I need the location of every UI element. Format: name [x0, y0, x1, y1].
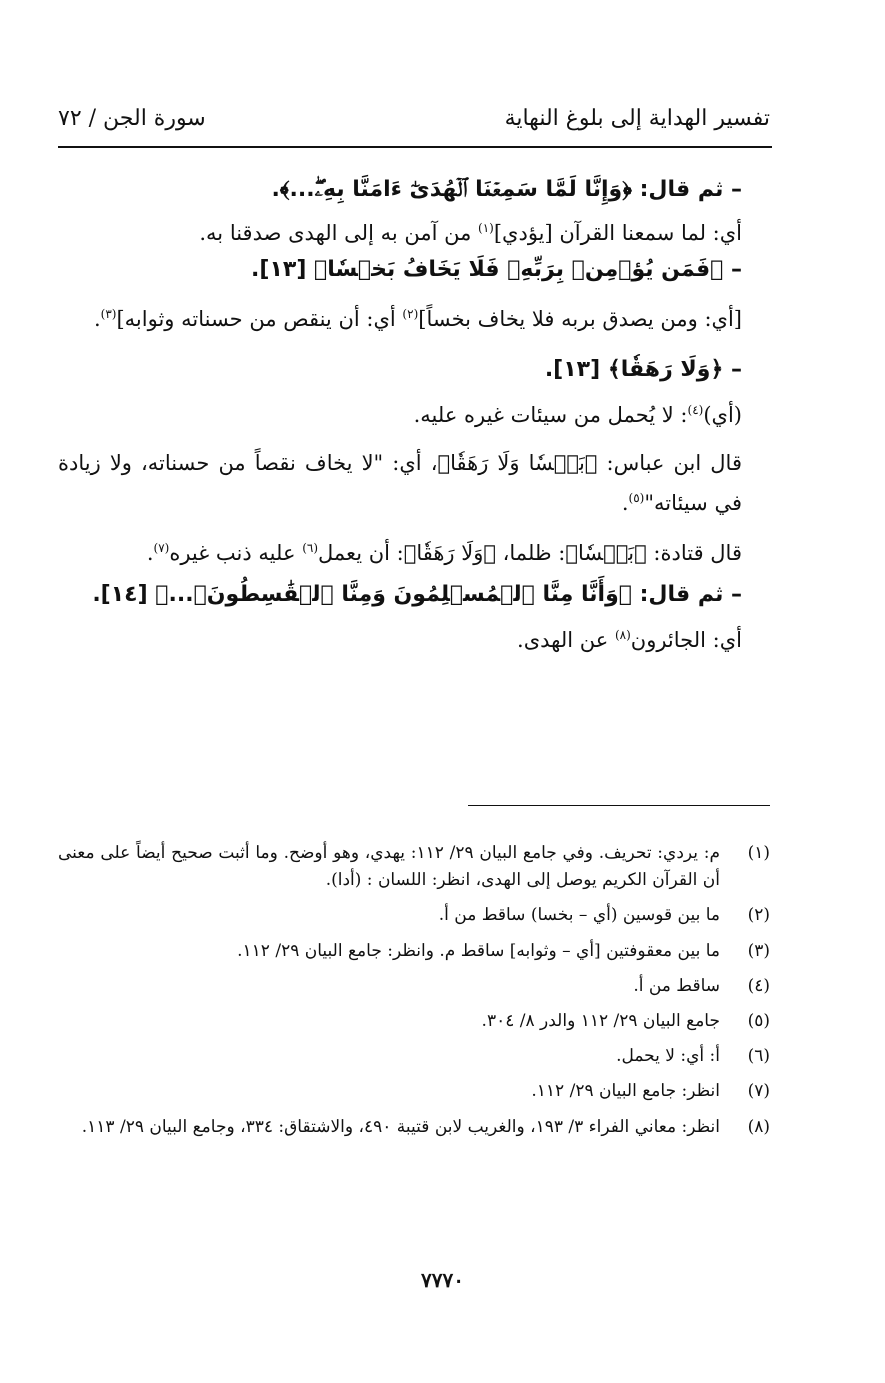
footnote-item: [58, 1008, 770, 1035]
footnote-number: (٥): [747, 1010, 770, 1031]
footnote-ref: (٢): [402, 307, 419, 322]
verse-line: – ﴿فَمَن يُؤۡمِنۢ بِرَبِّهِۦ فَلَا يَخَافُ بَخۡسٗا﴾ [١٣].: [251, 257, 742, 283]
text-run: .: [93, 307, 101, 332]
running-header: [58, 96, 770, 140]
header-rule: [58, 146, 772, 148]
footnote-text: انظر: جامع البيان ٢٩/ ١١٢.: [531, 1081, 720, 1102]
page-number: ٧٧٧٠: [421, 1268, 464, 1292]
paragraph: [58, 579, 770, 611]
footnotes: [58, 840, 770, 1149]
text-run: [أي: ومن يصدق بربه فلا يخاف بخساً]: [418, 307, 742, 332]
footnote-item: [58, 973, 770, 1000]
footnote-number: (٢): [747, 905, 770, 926]
text-run: .: [621, 491, 629, 516]
footnote-item: [58, 938, 770, 965]
main-text: [58, 160, 770, 655]
verse-line: – ثم قال: ﴿وَإِنَّا لَمَّا سَمِعۡنَا ٱلۡهُدَىٰٓ ءَامَنَّا بِهِۦۖ...﴾.: [271, 177, 742, 202]
paragraph: [58, 354, 770, 386]
footnote-number: (١): [747, 843, 770, 863]
paragraph: [58, 538, 770, 568]
text-run: أي: الجائرون: [630, 627, 742, 652]
text-run: (أي): [703, 403, 742, 427]
footnote-item: [58, 1043, 770, 1070]
footnote-item: [58, 1114, 770, 1141]
footnote-number: (٨): [747, 1116, 770, 1137]
footnote-text: م: يردي: تحريف. وفي جامع البيان ٢٩/ ١١٢: يهدي، وهو أوضح. وما أثبت صحيح أيضاً على معنى أن القرآن الكريم يوصل إلى الهدى، انظر: اللسان : (أدا).: [58, 843, 720, 891]
text-run: أي: أن ينقص من حسناته وثوابه]: [116, 307, 403, 332]
surah-page-label: سورة الجن / ٧٢: [58, 105, 206, 131]
footnote-ref: (٧): [153, 541, 170, 556]
footnote-ref: (٣): [100, 307, 117, 322]
text-run: عن الهدى.: [517, 627, 615, 652]
paragraph: [58, 625, 770, 655]
paragraph: [58, 444, 770, 524]
text-run: من آمن به إلى الهدى صدقنا به.: [199, 220, 479, 245]
paragraph: [58, 400, 770, 430]
text-run: .: [146, 541, 154, 566]
verse-line: – ﴿وَلَا رَهَقٗا﴾ [١٣].: [544, 357, 742, 383]
footnote-number: (٦): [747, 1046, 770, 1067]
verse-line: – ثم قال: ﴿وَأَنَّا مِنَّا ٱلۡمُسۡلِمُونَ وَمِنَّا ٱلۡقَٰسِطُونَۖ...﴾ [١٤].: [92, 581, 742, 607]
footnote-rule: [468, 805, 770, 806]
footnote-number: (٤): [747, 975, 770, 996]
footnote-item: [58, 840, 770, 894]
text-run: قال قتادة: ﴿بَخۡسٗا﴾: ظلما، ﴿وَلَا رَهَقٗا﴾: أن يعمل: [318, 541, 742, 566]
paragraph: [58, 218, 770, 248]
footnote-ref: (٤): [687, 403, 704, 417]
footnote-number: (٧): [747, 1081, 770, 1102]
paragraph: [58, 300, 770, 340]
footnote-text: ما بين قوسين (أي – بخسا) ساقط من أ.: [438, 905, 720, 926]
footnote-ref: (٨): [614, 627, 631, 642]
text-run: أي: لما سمعنا القرآن [يؤدي]: [493, 220, 742, 245]
footnote-text: أ: أي: لا يحمل.: [616, 1046, 720, 1067]
footnote-text: ساقط من أ.: [633, 975, 720, 996]
footnote-item: [58, 902, 770, 929]
footnote-item: [58, 1078, 770, 1105]
text-run: عليه ذنب غيره: [169, 541, 303, 566]
footnote-text: ما بين معقوفتين [أي – وثوابه] ساقط م. وانظر: جامع البيان ٢٩/ ١١٢.: [237, 940, 720, 961]
footnote-text: انظر: معاني الفراء ٣/ ١٩٣، والغريب لابن قتيبة ٤٩٠، والاشتقاق: ٣٣٤، وجامع البيان ٢٩/ ١١٣.: [81, 1116, 720, 1137]
footnote-text: جامع البيان ٢٩/ ١١٢ والدر ٨/ ٣٠٤.: [481, 1010, 720, 1031]
paragraph: [58, 174, 770, 206]
text-run: : لا يُحمل من سيئات غيره عليه.: [413, 403, 688, 427]
footnote-ref: (١): [478, 220, 494, 235]
text-run: قال ابن عباس: ﴿بَخۡسٗا وَلَا رَهَقٗا﴾، أي: "لا يخاف نقصاً من حسناته، ولا زيادة في سيئاته": [58, 451, 742, 516]
book-title: تفسير الهداية إلى بلوغ النهاية: [504, 105, 770, 131]
paragraph: [58, 254, 770, 286]
footnote-ref: (٦): [302, 541, 319, 556]
footnote-ref: (٥): [628, 491, 645, 506]
footnote-number: (٣): [747, 940, 770, 961]
